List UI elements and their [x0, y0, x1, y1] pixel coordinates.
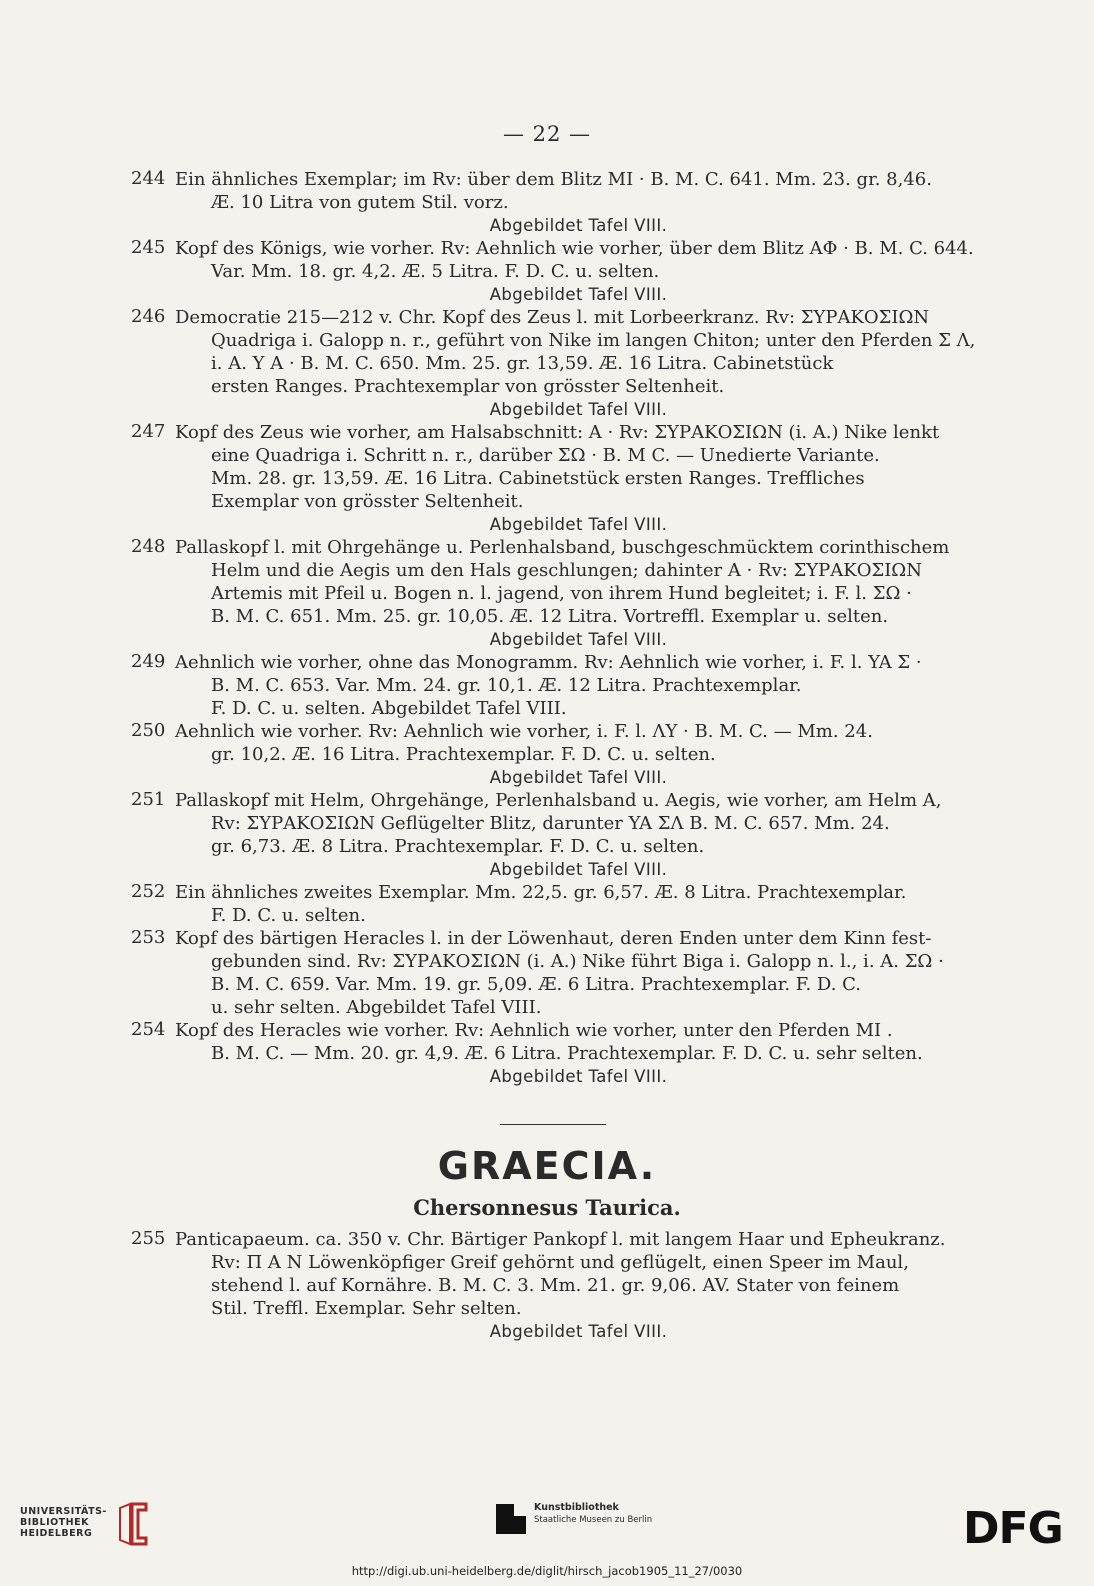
- plate-caption: Abgebildet Tafel VIII.: [489, 216, 668, 235]
- entry-line: Quadriga i. Galopp n. r., geführt von Nike im langen Chiton; unter den Pferden Σ Λ,: [211, 330, 976, 351]
- entry-line: Exemplar von grösster Seltenheit.: [211, 491, 524, 512]
- entry-line: i. A. Y A · B. M. C. 650. Mm. 25. gr. 13,59. Æ. 16 Litra. Cabinetstück: [211, 353, 834, 374]
- entry-line: Aehnlich wie vorher. Rv: Aehnlich wie vorher, i. F. l. ΛY · B. M. C. — Mm. 24.: [175, 721, 873, 742]
- university-library-logo[interactable]: [20, 1506, 107, 1539]
- plate-caption: Abgebildet Tafel VIII.: [489, 768, 668, 787]
- entry-line: Ein ähnliches Exemplar; im Rv: über dem Blitz MI · B. M. C. 641. Mm. 23. gr. 8,46.: [175, 169, 932, 190]
- catalog-entry: [131, 237, 986, 306]
- catalog-entry: [131, 881, 986, 927]
- entry-line: Helm und die Aegis um den Hals geschlungen; dahinter A · Rv: ΣΥΡΑΚΟΣΙΩΝ: [211, 560, 922, 581]
- dfg-logo[interactable]: DFG: [963, 1503, 1063, 1554]
- entry-line: Pallaskopf mit Helm, Ohrgehänge, Perlenhalsband u. Aegis, wie vorher, am Helm A,: [175, 790, 942, 811]
- entry-line: ersten Ranges. Prachtexemplar von grösster Seltenheit.: [211, 376, 725, 397]
- entry-number: 245: [131, 237, 166, 258]
- entry-line: Pallaskopf l. mit Ohrgehänge u. Perlenhalsband, buschgeschmücktem corinthischem: [175, 537, 950, 558]
- section-divider: [500, 1124, 606, 1125]
- entry-line: B. M. C. 659. Var. Mm. 19. gr. 5,09. Æ. 6 Litra. Prachtexemplar. F. D. C.: [211, 974, 862, 995]
- entry-line: Ein ähnliches zweites Exemplar. Mm. 22,5. gr. 6,57. Æ. 8 Litra. Prachtexemplar.: [175, 882, 907, 903]
- entry-line: B. M. C. — Mm. 20. gr. 4,9. Æ. 6 Litra. Prachtexemplar. F. D. C. u. sehr selten.: [211, 1043, 923, 1064]
- entry-line: Democratie 215—212 v. Chr. Kopf des Zeus l. mit Lorbeerkranz. Rv: ΣΥΡΑΚΟΣΙΩΝ: [175, 307, 930, 328]
- entry-line: Kopf des bärtigen Heracles l. in der Löwenhaut, deren Enden unter dem Kinn fest-: [175, 928, 932, 949]
- catalog-entry: [131, 306, 986, 421]
- entry-line: B. M. C. 651. Mm. 25. gr. 10,05. Æ. 12 Litra. Vortreffl. Exemplar u. selten.: [211, 606, 889, 627]
- entry-line: F. D. C. u. selten.: [211, 905, 366, 926]
- entry-line: Rv: ΣΥΡΑΚΟΣΙΩΝ Geflügelter Blitz, darunter YA ΣΛ B. M. C. 657. Mm. 24.: [211, 813, 890, 834]
- kb-subtitle: Staatliche Museen zu Berlin: [534, 1515, 653, 1525]
- entry-number: 251: [131, 789, 166, 810]
- entry-number: 246: [131, 306, 166, 327]
- plate-caption: Abgebildet Tafel VIII.: [489, 630, 668, 649]
- entry-number: 250: [131, 720, 166, 741]
- entry-line: Stil. Treffl. Exemplar. Sehr selten.: [211, 1298, 522, 1319]
- entry-line: Var. Mm. 18. gr. 4,2. Æ. 5 Litra. F. D. C. u. selten.: [211, 261, 660, 282]
- entry-line: gr. 6,73. Æ. 8 Litra. Prachtexemplar. F. D. C. u. selten.: [211, 836, 705, 857]
- entry-number: 247: [131, 421, 166, 442]
- entry-number: 255: [131, 1228, 166, 1249]
- entry-number: 252: [131, 881, 166, 902]
- permalink-url[interactable]: http://digi.ub.uni-heidelberg.de/diglit/hirsch_jacob1905_11_27/0030: [351, 1564, 743, 1578]
- plate-caption: Abgebildet Tafel VIII.: [489, 860, 668, 879]
- entry-number: 249: [131, 651, 166, 672]
- entry-line: u. sehr selten. Abgebildet Tafel VIII.: [211, 997, 542, 1018]
- catalog-entry-255: [131, 1228, 986, 1343]
- entry-line: Mm. 28. gr. 13,59. Æ. 16 Litra. Cabinetstück ersten Ranges. Treffliches: [211, 468, 865, 489]
- entry-line: Artemis mit Pfeil u. Bogen n. l. jagend, von ihrem Hund begleitet; i. F. l. ΣΩ ·: [211, 583, 912, 604]
- entry-line: Rv: Π A N Löwenköpfiger Greif gehörnt und geflügelt, einen Speer im Maul,: [211, 1252, 909, 1273]
- catalog-entry: [131, 168, 986, 237]
- catalog-entry: [131, 1019, 986, 1088]
- entry-line: gebunden sind. Rv: ΣΥΡΑΚΟΣΙΩΝ (i. A.) Nike führt Biga i. Galopp n. l., i. A. ΣΩ ·: [211, 951, 944, 972]
- plate-caption: Abgebildet Tafel VIII.: [489, 285, 668, 304]
- kunstbibliothek-emblem-icon: [496, 1504, 526, 1534]
- catalog-entry: [131, 789, 986, 881]
- page-number: — 22 —: [502, 122, 592, 146]
- entry-line: F. D. C. u. selten. Abgebildet Tafel VIII.: [211, 698, 567, 719]
- entry-number: 254: [131, 1019, 166, 1040]
- plate-caption: Abgebildet Tafel VIII.: [489, 1067, 668, 1086]
- section-title: GRAECIA.: [437, 1144, 657, 1188]
- entry-line: stehend l. auf Kornähre. B. M. C. 3. Mm. 21. gr. 9,06. AV. Stater von feinem: [211, 1275, 900, 1296]
- library-name-line: BIBLIOTHEK: [20, 1517, 89, 1528]
- library-emblem-icon: [102, 1500, 152, 1548]
- library-name-line: HEIDELBERG: [20, 1528, 93, 1539]
- catalog-entry: [131, 651, 986, 720]
- catalog-entry: [131, 927, 986, 1019]
- catalog-entry: [131, 536, 986, 651]
- entry-list: [131, 168, 986, 1088]
- plate-caption: Abgebildet Tafel VIII.: [489, 1322, 668, 1341]
- footer: [0, 1490, 1094, 1586]
- entry-line: Kopf des Zeus wie vorher, am Halsabschnitt: A · Rv: ΣΥΡΑΚΟΣΙΩΝ (i. A.) Nike lenkt: [175, 422, 940, 443]
- library-name-line: UNIVERSITÄTS-: [20, 1506, 107, 1517]
- entry-number: 244: [131, 168, 166, 189]
- plate-caption: Abgebildet Tafel VIII.: [489, 515, 668, 534]
- entry-number: 253: [131, 927, 166, 948]
- entry-line: Aehnlich wie vorher, ohne das Monogramm. Rv: Aehnlich wie vorher, i. F. l. YA Σ ·: [175, 652, 922, 673]
- catalog-entry: [131, 720, 986, 789]
- region-title: Chersonnesus Taurica.: [413, 1195, 681, 1220]
- entry-line: Kopf des Heracles wie vorher. Rv: Aehnlich wie vorher, unter den Pferden MI .: [175, 1020, 893, 1041]
- entry-line: Æ. 10 Litra von gutem Stil. vorz.: [211, 192, 509, 213]
- entry-line: gr. 10,2. Æ. 16 Litra. Prachtexemplar. F. D. C. u. selten.: [211, 744, 716, 765]
- kb-title: Kunstbibliothek: [534, 1502, 619, 1513]
- catalog-entry: [131, 421, 986, 536]
- entry-line: B. M. C. 653. Var. Mm. 24. gr. 10,1. Æ. 12 Litra. Prachtexemplar.: [211, 675, 802, 696]
- entry-line: Panticapaeum. ca. 350 v. Chr. Bärtiger Pankopf l. mit langem Haar und Epheukranz.: [175, 1229, 946, 1250]
- entry-line: Kopf des Königs, wie vorher. Rv: Aehnlich wie vorher, über dem Blitz AΦ · B. M. C. 644.: [175, 238, 974, 259]
- entry-line: eine Quadriga i. Schritt n. r., darüber ΣΩ · B. M C. — Unedierte Variante.: [211, 445, 880, 466]
- plate-caption: Abgebildet Tafel VIII.: [489, 400, 668, 419]
- entry-number: 248: [131, 536, 166, 557]
